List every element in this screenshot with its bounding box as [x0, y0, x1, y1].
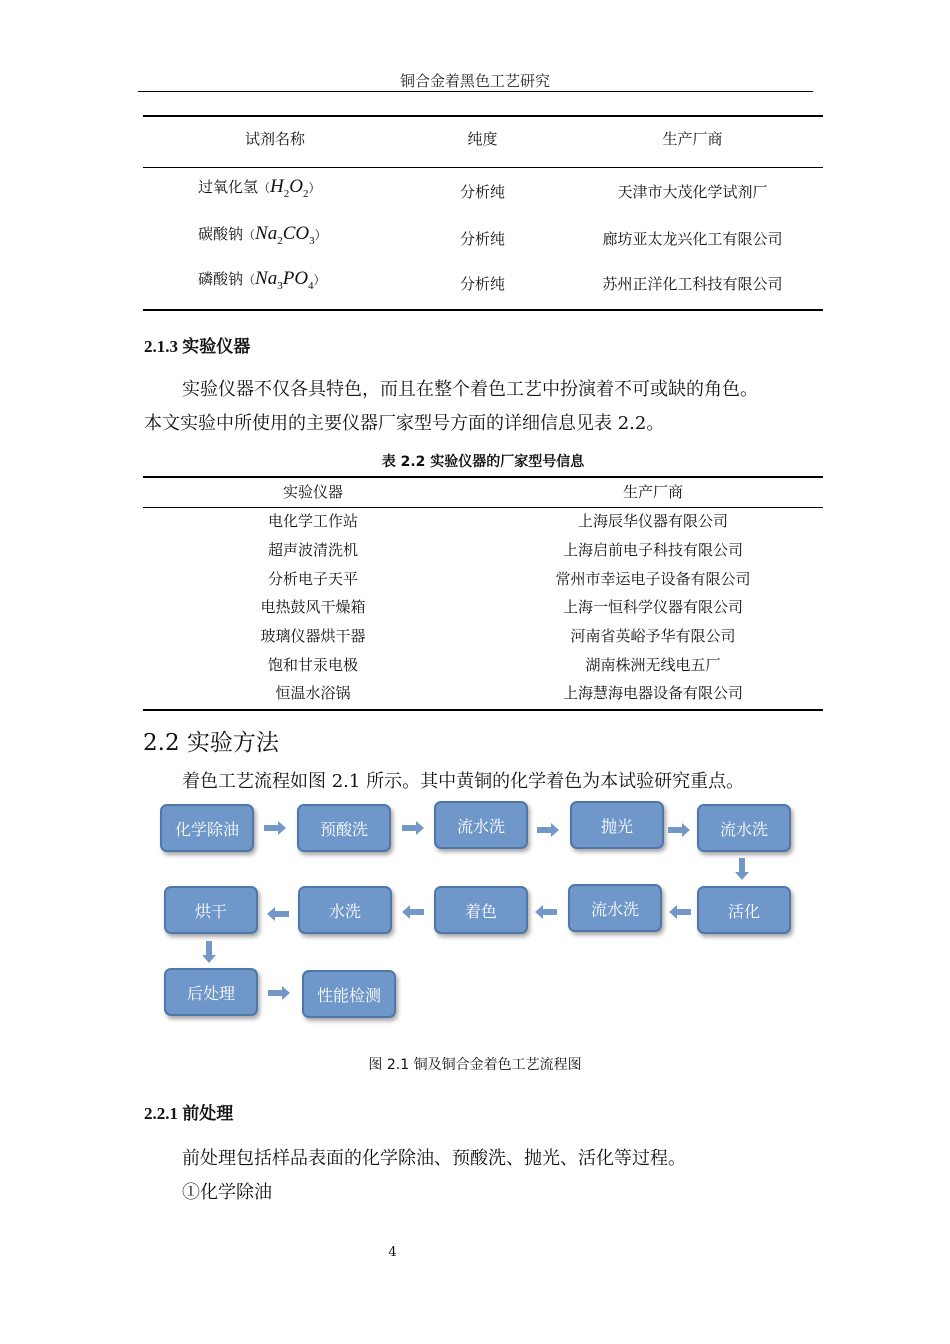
- arrow-right-icon: [264, 820, 288, 836]
- maker-value: 上海一恒科学仪器有限公司: [562, 598, 743, 616]
- col-header-reagent: 试剂名称: [244, 130, 305, 148]
- flow-step-rinse: 流水洗: [568, 884, 662, 932]
- chemical-formula: $H_2O_2$: [270, 176, 309, 200]
- instrument-name: 电热鼓风干燥箱: [260, 598, 366, 616]
- maker-value: 河南省英峪予华有限公司: [570, 627, 736, 645]
- header-rule: [138, 91, 813, 92]
- table-header-rule: [143, 507, 823, 508]
- instrument-name: 超声波清洗机: [267, 541, 358, 559]
- paragraph-line: 实验仪器不仅各具特色，而且在整个着色工艺中扮演着不可或缺的角色。: [182, 379, 758, 400]
- figure-caption: 图 2.1 铜及铜合金着色工艺流程图: [368, 1057, 582, 1073]
- arrow-down-icon: [201, 941, 217, 965]
- flow-step-coloring: 着色: [434, 886, 528, 934]
- col-header-purity: 纯度: [467, 130, 498, 148]
- flow-step-rinse: 流水洗: [697, 804, 791, 852]
- reagent-name: 过氧化氢: [198, 178, 259, 196]
- page-number: 4: [388, 1245, 397, 1260]
- maker-value: 常州市幸运电子设备有限公司: [555, 570, 751, 588]
- flow-step-performance-test: 性能检测: [302, 970, 396, 1018]
- table-row: 碳酸钠$(Na_2CO_3)$: [198, 223, 327, 247]
- flow-step-drying: 烘干: [164, 886, 258, 934]
- maker-value: 上海启前电子科技有限公司: [562, 541, 743, 559]
- maker-value: 苏州正洋化工科技有限公司: [602, 275, 783, 293]
- table-bottom-rule: [143, 709, 823, 711]
- reagent-name: 磷酸钠: [198, 270, 244, 288]
- maker-value: 天津市大茂化学试剂厂: [617, 183, 768, 201]
- arrow-right-icon: [668, 822, 692, 838]
- arrow-right-icon: [537, 822, 561, 838]
- purity-value: 分析纯: [459, 275, 505, 293]
- table-row: 磷酸钠$(Na_3PO_4)$: [198, 268, 326, 292]
- instrument-name: 玻璃仪器烘干器: [260, 627, 366, 645]
- flow-step-rinse: 流水洗: [434, 801, 528, 849]
- instrument-name: 饱和甘汞电极: [267, 656, 358, 674]
- instrument-name: 分析电子天平: [267, 570, 358, 588]
- flow-step-degreasing: 化学除油: [160, 804, 254, 852]
- chemical-formula: $Na_2CO_3$: [255, 223, 315, 247]
- section-heading: 2.2 实验方法: [143, 730, 279, 756]
- table-row: 过氧化氢$(H_2O_2)$: [198, 176, 321, 200]
- section-heading: 2.2.1 前处理: [144, 1104, 234, 1123]
- table-top-rule: [143, 115, 823, 117]
- table-top-rule: [143, 476, 823, 478]
- flow-step-activation: 活化: [697, 886, 791, 934]
- list-item: ①化学除油: [182, 1182, 272, 1203]
- paragraph-line: 前处理包括样品表面的化学除油、预酸洗、抛光、活化等过程。: [182, 1148, 686, 1169]
- arrow-left-icon: [533, 904, 557, 920]
- section-heading: 2.1.3 实验仪器: [144, 337, 251, 356]
- arrow-right-icon: [268, 985, 292, 1001]
- table-bottom-rule: [143, 309, 823, 311]
- flow-step-wash: 水洗: [298, 886, 392, 934]
- col-header-maker: 生产厂商: [622, 483, 683, 501]
- arrow-left-icon: [400, 904, 424, 920]
- purity-value: 分析纯: [459, 183, 505, 201]
- paragraph-line: 着色工艺流程如图 2.1 所示。其中黄铜的化学着色为本试验研究重点。: [182, 771, 745, 792]
- paragraph-line: 本文实验中所使用的主要仪器厂家型号方面的详细信息见表 2.2。: [144, 413, 665, 434]
- maker-value: 上海辰华仪器有限公司: [577, 512, 728, 530]
- flow-step-post-treatment: 后处理: [164, 968, 258, 1016]
- table-caption: 表 2.2 实验仪器的厂家型号信息: [381, 454, 585, 470]
- purity-value: 分析纯: [459, 230, 505, 248]
- chemical-formula: $Na_3PO_4$: [255, 268, 314, 292]
- flow-step-pickling: 预酸洗: [297, 804, 391, 852]
- col-header-instrument: 实验仪器: [282, 483, 343, 501]
- maker-value: 湖南株洲无线电五厂: [585, 656, 721, 674]
- page-header-title: 铜合金着黑色工艺研究: [399, 72, 550, 90]
- table-header-rule: [143, 167, 823, 168]
- maker-value: 上海慧海电器设备有限公司: [562, 684, 743, 702]
- arrow-left-icon: [265, 906, 289, 922]
- col-header-maker: 生产厂商: [662, 130, 723, 148]
- arrow-right-icon: [402, 820, 426, 836]
- reagent-name: 碳酸钠: [198, 225, 244, 243]
- maker-value: 廊坊亚太龙兴化工有限公司: [602, 230, 783, 248]
- instrument-name: 恒温水浴锅: [275, 684, 351, 702]
- instrument-name: 电化学工作站: [267, 512, 358, 530]
- flow-step-polishing: 抛光: [570, 801, 664, 849]
- arrow-left-icon: [667, 904, 691, 920]
- arrow-down-icon: [734, 858, 750, 882]
